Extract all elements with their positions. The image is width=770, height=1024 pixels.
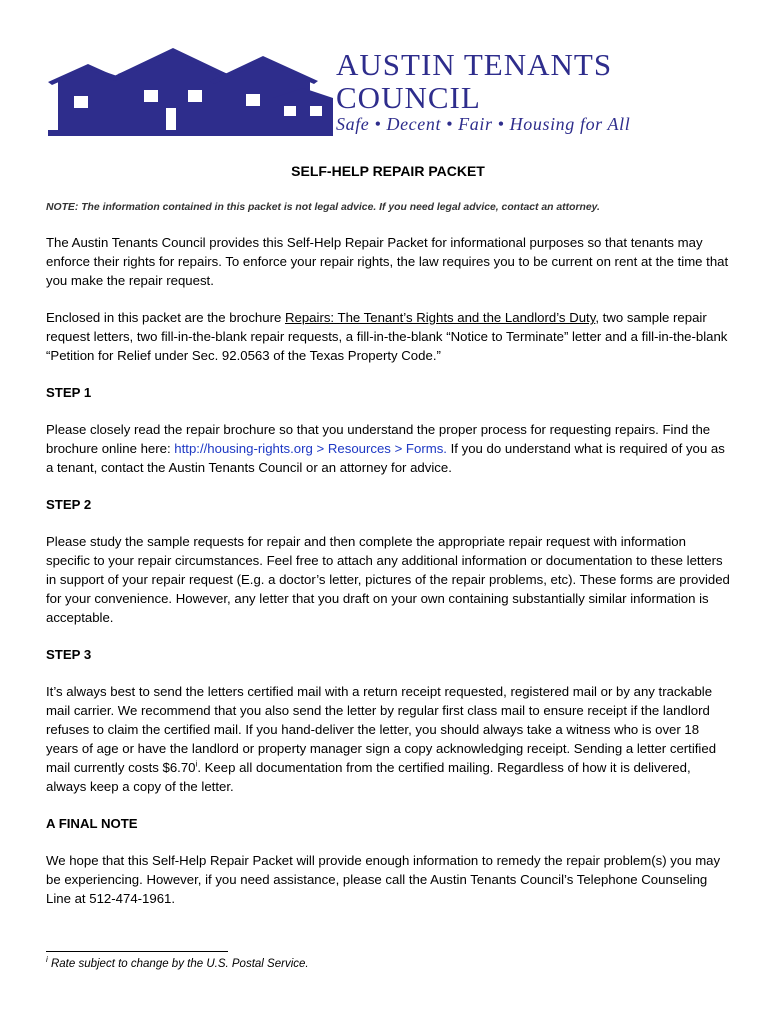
step1-heading: STEP 1 [46, 385, 92, 400]
footnote: $^i$ Rate subject to change by the U.S. Postal Service. [46, 955, 309, 970]
step2-heading: STEP 2 [46, 497, 92, 512]
step3-paragraph: It’s always best to send the letters certified mail with a return receipt requested, registered mail or by any trackable mail carrier. We recommend that you also send the letter by regular first class mail to ensure receipt if the landlord refuses to claim the certified mail. If you hand-deliver the letter, you should always take a witness who is over 18 years of age or have the landlord or property manager sign a copy acknowledging receipt. Sending a letter certified mail currently costs $6.70$^i$. Keep all documentation from the certified mailing. Regardless of how it is delivered, always keep a copy of the letter. [46, 684, 717, 794]
brochure-title: Repairs: The Tenant’s Rights and the Landlord’s Duty [284, 310, 596, 325]
final-note-heading: A FINAL NOTE [46, 816, 138, 831]
intro-paragraph: The Austin Tenants Council provides this Self-Help Repair Packet for informational purposes so that tenants may enforce their rights for repairs. To enforce your repair rights, the law requires you to be current on rent at the time that you make the repair request. [46, 235, 729, 288]
footnote-divider [46, 951, 228, 952]
step2-paragraph: Please study the sample requests for repair and then complete the appropriate repair request with information specific to your repair circumstances. Feel free to attach any additional information or documentation to these letters in support of your repair request (E.g. a doctor’s letter, pictures of the repair problems, etc). These forms are provided for your convenience. However, any letter that you draft on your own containing substantially similar information is acceptable. [46, 534, 730, 625]
document-body [46, 158, 730, 926]
houses-icon [48, 48, 333, 138]
enclosed-paragraph: Enclosed in this packet are the brochure Repairs: The Tenant’s Rights and the Landlord’s Duty, two sample repair request letters, two fill-in-the-blank repair requests, a fill-in-the-blank “Notice to Terminate” letter and a fill-in-the-blank “Petition for Relief under Sec. 92.0563 of the Texas Property Code.” [46, 310, 728, 363]
footnote-ref: i [195, 759, 198, 769]
org-name [336, 48, 612, 114]
org-name-line1: AUSTIN TENANTS [336, 47, 613, 82]
legal-note: NOTE: The information contained in this packet is not legal advice. If you need legal advice, contact an attorney. [46, 202, 600, 213]
footnote-mark: i [46, 955, 48, 965]
final-note-paragraph: We hope that this Self-Help Repair Packet will provide enough information to remedy the repair problem(s) you may be experiencing. However, if you need assistance, please call the Austin Tenants Council’s Telephone Counseling Line at 512-474-1961. [46, 853, 721, 906]
step3-heading: STEP 3 [46, 647, 92, 662]
header-logo [48, 48, 728, 143]
tagline: Safe • Decent • Fair • Housing for All [336, 114, 631, 134]
page-title: SELF-HELP REPAIR PACKET [291, 163, 485, 179]
brochure-link[interactable]: http://housing-rights.org > Resources > Forms. [174, 441, 447, 456]
step1-paragraph: Please closely read the repair brochure so that you understand the proper process for requesting repairs. Find the brochure online here: http://housing-rights.org > Resources > Forms. If you do understand what is required of you as a tenant, contact the Austin Tenants Council or an attorney for advice. [46, 422, 725, 475]
org-name-line2: COUNCIL [336, 80, 481, 115]
